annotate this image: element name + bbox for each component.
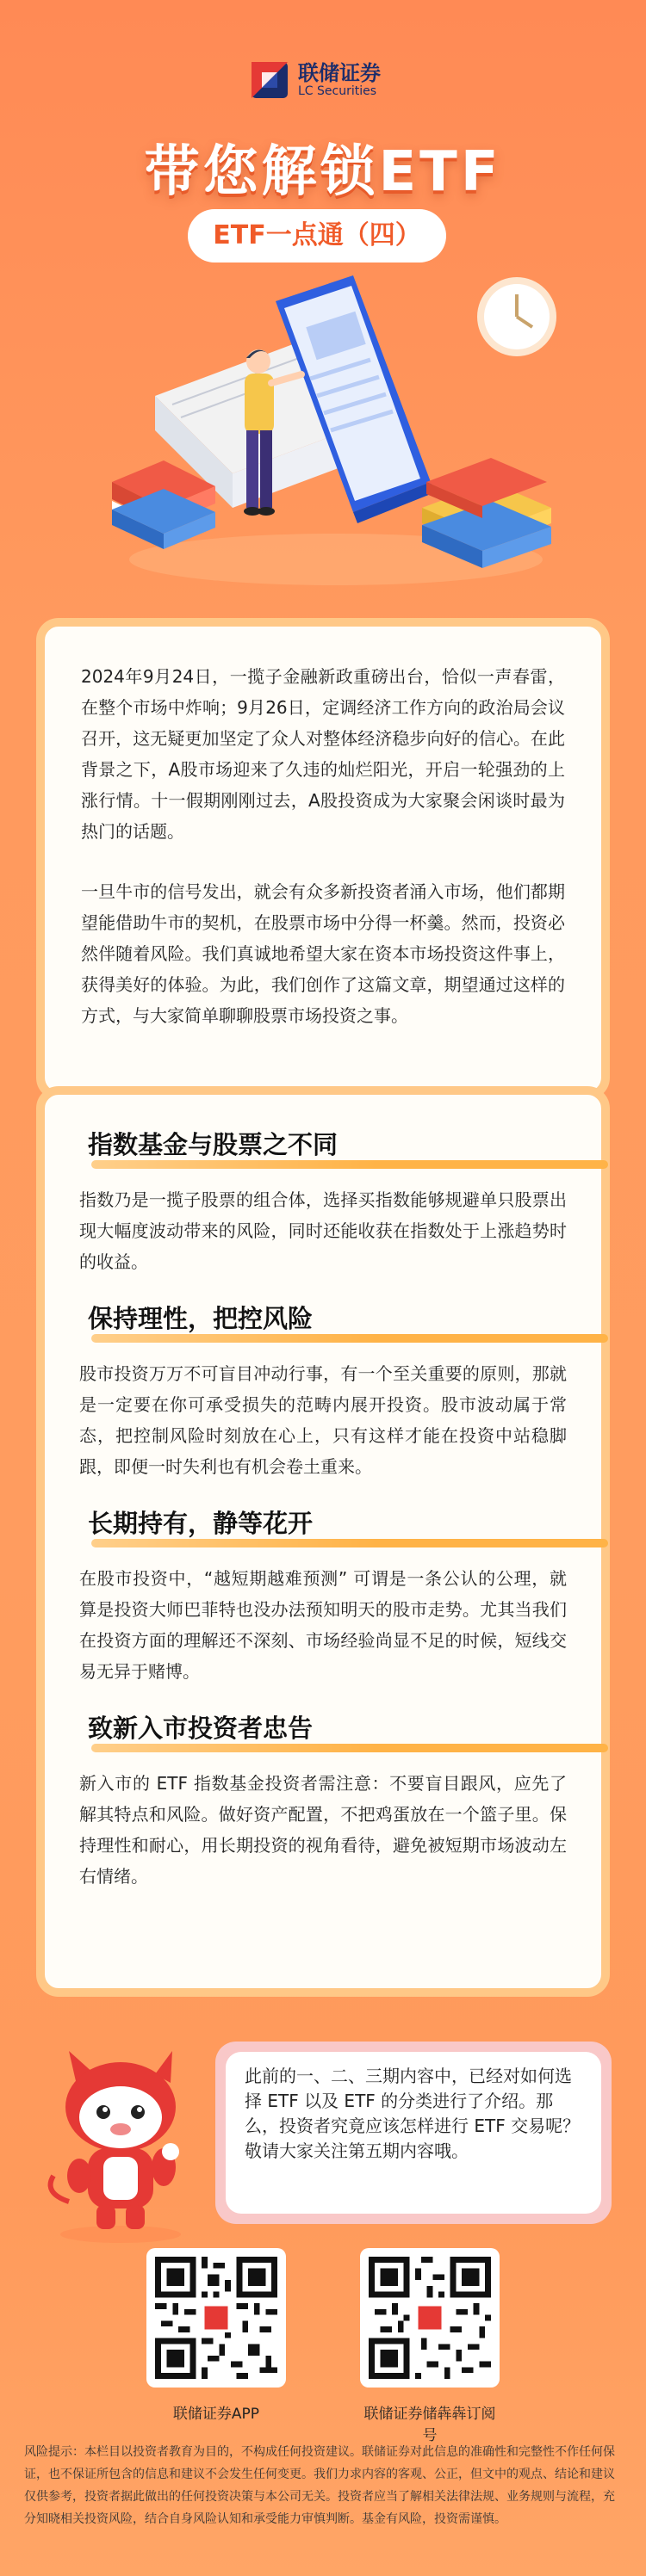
brand-name: 联储证券 — [298, 61, 381, 85]
section-underline — [91, 1539, 608, 1547]
qr-code-icon[interactable] — [146, 2248, 286, 2388]
intro-paragraph-1: 2024年9月24日，一揽子金融新政重磅出台，恰似一声春雷，在整个市场中炸响；9月26日，定调经济工作方向的政治局会议召开，这无疑更加坚定了众人对整体经济稳步向好的信心。在此背景之下，A股市场迎来了久违的灿烂阳光，开启一轮强劲的上涨行情。十一假期刚刚过去，A股投资成为大家聚会闲谈时最为热门的话题。 — [81, 666, 565, 842]
mascot-illustration — [34, 2047, 207, 2245]
speech-bubble — [215, 2042, 612, 2224]
brand-logo — [250, 60, 381, 100]
clock-icon — [477, 277, 556, 356]
section-body: 股市投资万万不可盲目冲动行事，有一个至关重要的原则，那就是一定要在你可承受损失的范畴内展开投资。股市波动属于常态，把控制风险时刻放在心上，只有这样才能在投资中站稳脚跟，即便一时失利也有机会卷土重来。 — [79, 1363, 567, 1477]
section-title — [79, 1504, 567, 1549]
intro-card — [36, 618, 610, 1100]
section-underline — [91, 1334, 608, 1343]
section-title-text: 指数基金与股票之不同 — [88, 1130, 339, 1159]
section-body: 新入市的 ETF 指数基金投资者需注意：不要盲目跟风，应先了解其特点和风险。做好资产配置，不把鸡蛋放在一个篮子里。保持理性和耐心，用长期投资的视角看待，避免被短期市场波动左右情绪。 — [79, 1773, 567, 1887]
speech-bubble-text: 此前的一、二、三期内容中，已经对如何选择 ETF 以及 ETF 的分类进行了介绍。那么，投资者究竟应该怎样进行 ETF 交易呢？敬请大家关注第五期内容哦。 — [226, 2052, 601, 2214]
brand-logo-icon — [250, 60, 289, 100]
intro-paragraph-2: 一旦牛市的信号发出，就会有众多新投资者涌入市场，他们都期望能借助牛市的契机，在股票市场中分得一杯羹。然而，投资必然伴随着风险。我们真诚地希望大家在资本市场投资这件事上，获得美好的体验。为此，我们创作了这篇文章，期望通过这样的方式，与大家简单聊聊股票市场投资之事。 — [81, 881, 565, 1026]
section-underline — [91, 1744, 608, 1752]
brand-subname: LC Securities — [298, 84, 377, 98]
section-title — [79, 1709, 567, 1754]
section-title-text: 保持理性，把控风险 — [88, 1304, 314, 1333]
section-title — [79, 1300, 567, 1344]
page-title: 带您解锁ETF — [144, 140, 502, 204]
section-title-text: 致新入市投资者忠告 — [88, 1714, 314, 1743]
qr-code-icon[interactable] — [360, 2248, 500, 2388]
section-title-text: 长期持有，静等花开 — [88, 1509, 314, 1538]
section-underline — [91, 1160, 608, 1169]
subtitle-badge: ETF一点通（四） — [188, 209, 446, 263]
section-body: 在股市投资中，“越短期越难预测” 可谓是一条公认的公理，就算是投资大师巴菲特也没办法预知明天的股市走势。尤其当我们在投资方面的理解还不深刻、市场经验尚显不足的时候，短线交易无异于赌博。 — [79, 1568, 567, 1682]
hero-illustration — [95, 275, 560, 594]
section-body: 指数乃是一揽子股票的组合体，选择买指数能够规避单只股票出现大幅度波动带来的风险，同时还能收获在指数处于上涨趋势时的收益。 — [79, 1189, 567, 1272]
sections-card — [36, 1086, 610, 1997]
qr-app[interactable] — [146, 2248, 286, 2423]
qr-label: 联储证券储犇犇订阅号 — [363, 2406, 496, 2444]
qr-subscription[interactable] — [360, 2248, 500, 2444]
section-title — [79, 1126, 567, 1171]
qr-label: 联储证券APP — [172, 2406, 260, 2423]
risk-disclaimer: 风险提示：本栏目以投资者教育为目的，不构成任何投资建议。联储证券对此信息的准确性和完整性不作任何保证，也不保证所包含的信息和建议不会发生任何变更。我们力求内容的客观、公正，但文中的观点、结论和建议仅供参考，投资者据此做出的任何投资决策与本公司无关。投资者应当了解相关法律法规、业务规则与流程，充分知晓相关投资风险，结合自身风险认知和承受能力审慎判断。基金有风险，投资需谨慎。 — [24, 2445, 615, 2526]
